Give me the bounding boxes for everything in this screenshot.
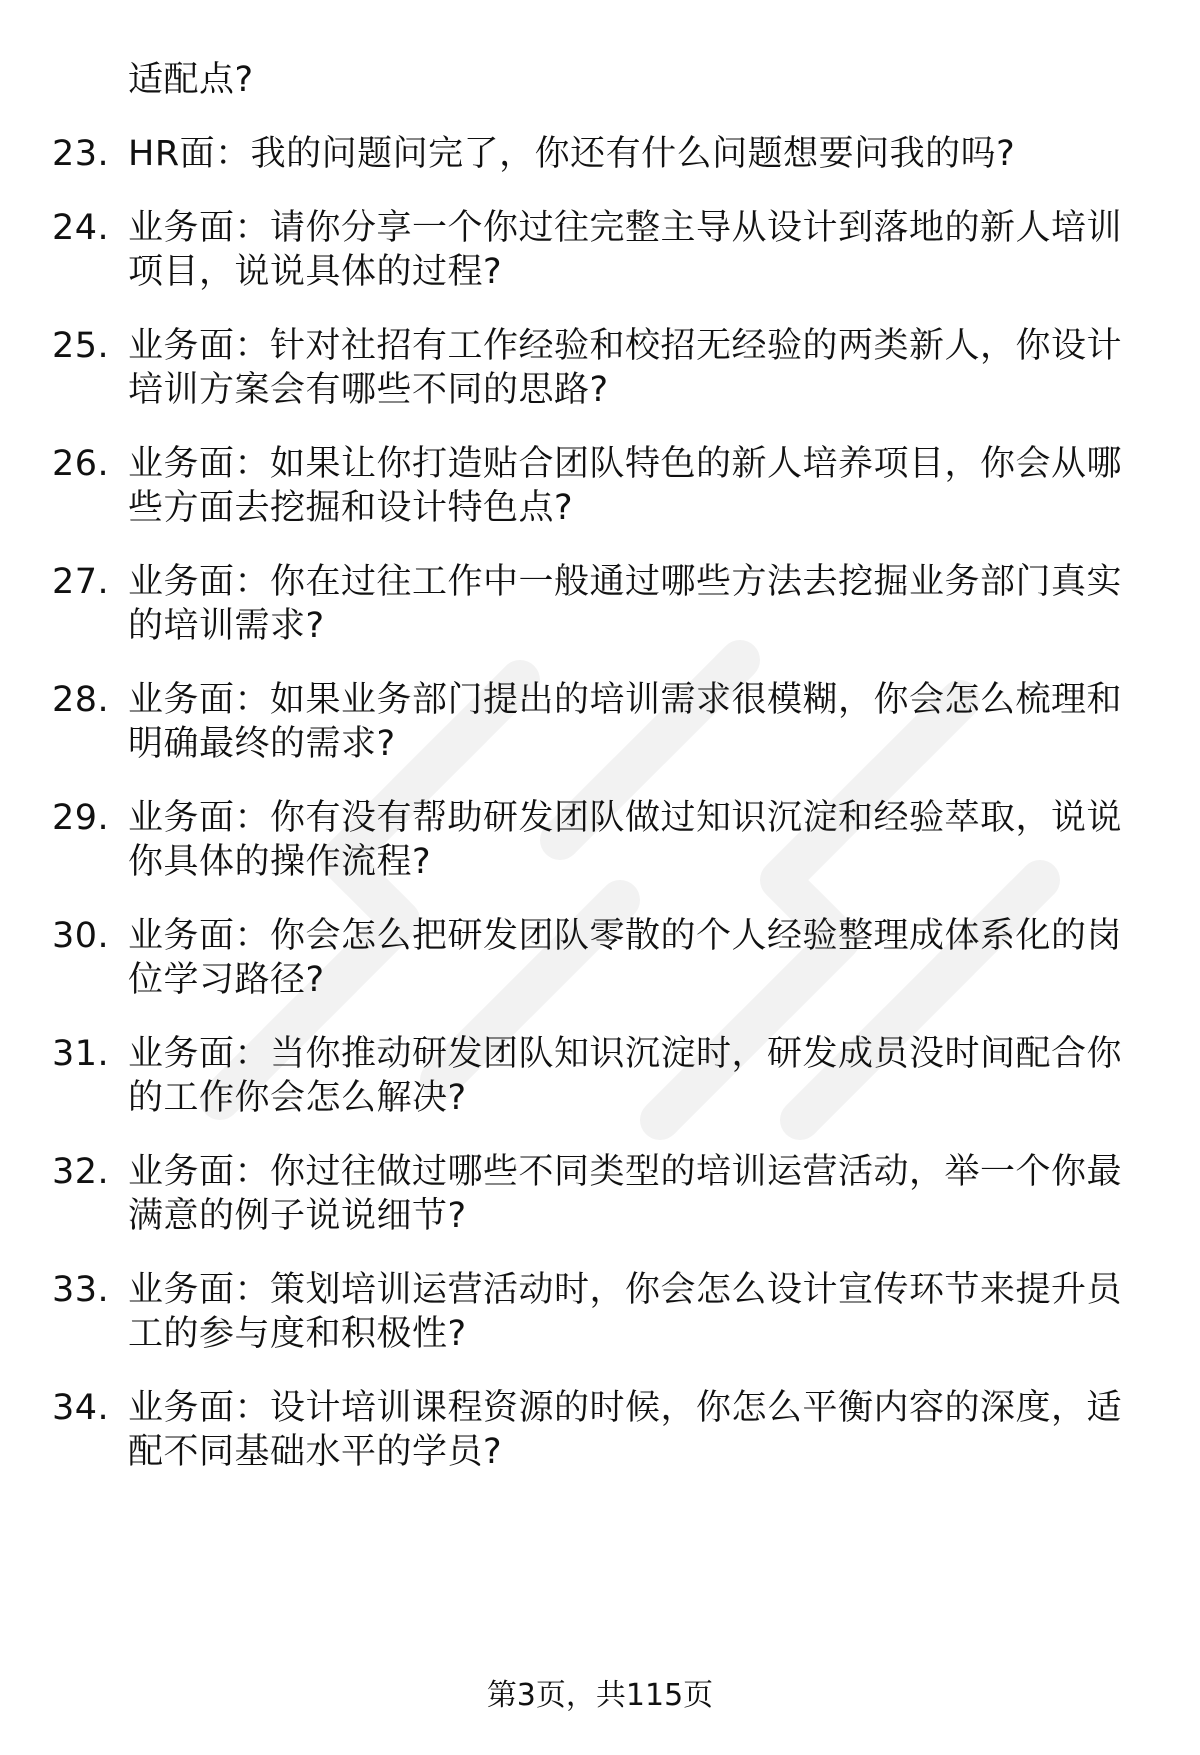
question-text: 业务面：你过往做过哪些不同类型的培训运营活动，举一个你最 [128, 1152, 1123, 1192]
question-number: 31. [52, 1034, 110, 1074]
continuation-text: 适配点? [128, 60, 254, 100]
question-text: 业务面：策划培训运营活动时，你会怎么设计宣传环节来提升员 [128, 1270, 1123, 1310]
question-number: 26. [52, 444, 110, 484]
question-text: 业务面：针对社招有工作经验和校招无经验的两类新人，你设计 [128, 326, 1123, 366]
question-text: 明确最终的需求? [128, 724, 396, 764]
page-footer: 第3页，共115页 [486, 1678, 714, 1713]
question-text: 业务面：如果业务部门提出的培训需求很模糊，你会怎么梳理和 [128, 680, 1123, 720]
question-text: 位学习路径? [128, 960, 325, 1000]
question-number: 32. [52, 1152, 110, 1192]
question-text: HR面：我的问题问完了，你还有什么问题想要问我的吗? [128, 134, 1016, 174]
question-number: 29. [52, 798, 110, 838]
question-number: 34. [52, 1388, 110, 1428]
question-number: 27. [52, 562, 110, 602]
question-text: 些方面去挖掘和设计特色点? [128, 488, 574, 528]
question-number: 23. [52, 134, 110, 174]
question-text: 的培训需求? [128, 606, 325, 646]
question-text: 业务面：当你推动研发团队知识沉淀时，研发成员没时间配合你 [128, 1034, 1123, 1074]
question-text: 工的参与度和积极性? [128, 1314, 467, 1354]
question-text: 你具体的操作流程? [128, 842, 432, 882]
question-number: 25. [52, 326, 110, 366]
question-text: 业务面：请你分享一个你过往完整主导从设计到落地的新人培训 [128, 208, 1123, 248]
question-text: 业务面：你会怎么把研发团队零散的个人经验整理成体系化的岗 [128, 916, 1123, 956]
question-text: 项目，说说具体的过程? [128, 252, 503, 292]
question-text: 的工作你会怎么解决? [128, 1078, 467, 1118]
question-number: 30. [52, 916, 110, 956]
question-text: 满意的例子说说细节? [128, 1196, 467, 1236]
question-text: 培训方案会有哪些不同的思路? [128, 370, 609, 410]
question-text: 业务面：你有没有帮助研发团队做过知识沉淀和经验萃取，说说 [128, 798, 1123, 838]
question-text: 业务面：如果让你打造贴合团队特色的新人培养项目，你会从哪 [128, 444, 1123, 484]
question-number: 33. [52, 1270, 110, 1310]
question-number: 24. [52, 208, 110, 248]
question-number: 28. [52, 680, 110, 720]
question-text: 业务面：你在过往工作中一般通过哪些方法去挖掘业务部门真实 [128, 562, 1123, 602]
question-text: 业务面：设计培训课程资源的时候，你怎么平衡内容的深度，适 [128, 1388, 1123, 1428]
question-text: 配不同基础水平的学员? [128, 1432, 503, 1472]
